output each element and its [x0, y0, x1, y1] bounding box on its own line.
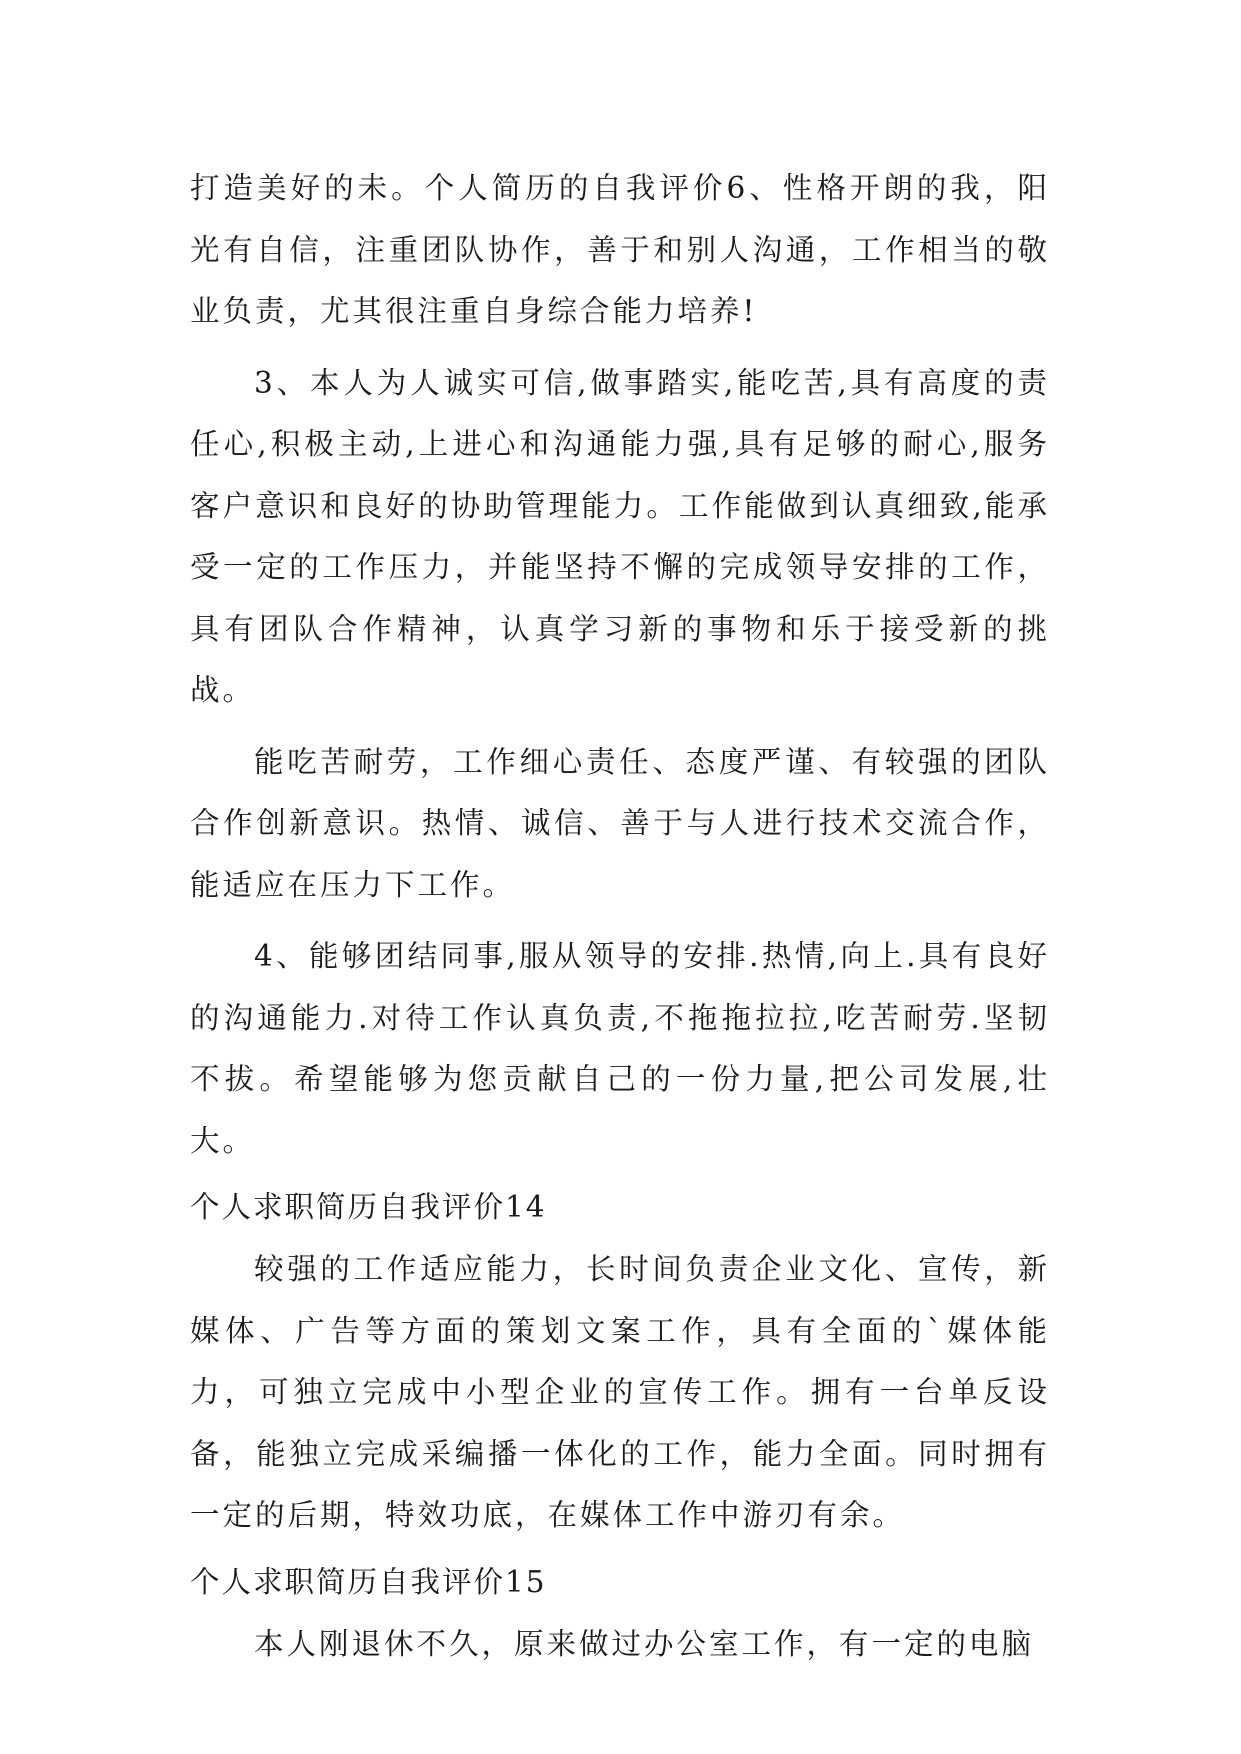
paragraph-item-3: 3、本人为人诚实可信,做事踏实,能吃苦,具有高度的责任心,积极主动,上进心和沟通能力强,具有足够的耐心,服务客户意识和良好的协助管理能力。工作能做到认真细致,能承受一定的工作压力，并能坚持不懈的完成领导安排的工作，具有团队合作精神，认真学习新的事物和乐于接受新的挑战。 — [190, 365, 1050, 707]
paragraph-self-evaluation-6: 打造美好的未。个人简历的自我评价6、性格开朗的我，阳光有自信，注重团队协作，善于和别人沟通，工作相当的敬业负责，尤其很注重自身综合能力培养! — [190, 171, 1050, 328]
document-body — [190, 158, 1050, 1685]
paragraph-section-15: 本人刚退休不久，原来做过办公室工作，有一定的电脑 — [254, 1626, 1035, 1661]
paragraph-section-14: 较强的工作适应能力，长时间负责企业文化、宣传，新媒体、广告等方面的策划文案工作，具有全面的`媒体能力，可独立完成中小型企业的宣传工作。拥有一台单反设备，能独立完成采编播一体化的工作，能力全面。同时拥有一定的后期，特效功底，在媒体工作中游刃有余。 — [190, 1252, 1050, 1532]
paragraph-hardworking: 能吃苦耐劳，工作细心责任、态度严谨、有较强的团队合作创新意识。热情、诚信、善于与人进行技术交流合作，能适应在压力下工作。 — [190, 744, 1050, 902]
section-heading-14: 个人求职简历自我评价14 — [190, 1190, 547, 1224]
section-heading-15: 个人求职简历自我评价15 — [190, 1564, 547, 1599]
paragraph-item-4: 4、能够团结同事,服从领导的安排.热情,向上.具有良好的沟通能力.对待工作认真负责,不拖拖拉拉,吃苦耐劳.坚韧不拔。希望能够为您贡献自己的一份力量,把公司发展,壮大。 — [190, 939, 1050, 1158]
